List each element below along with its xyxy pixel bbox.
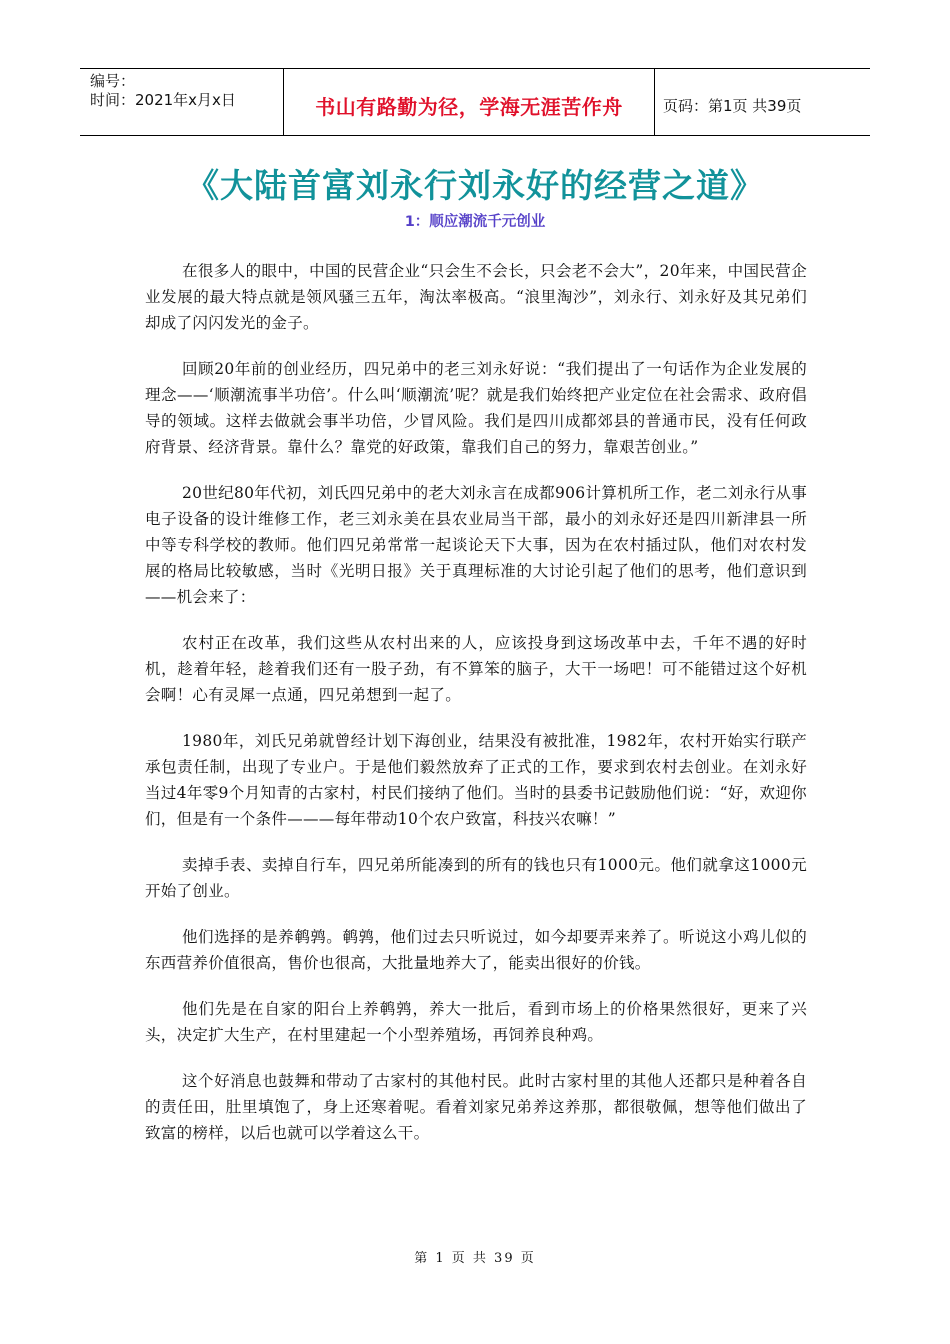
paragraph: 农村正在改革，我们这些从农村出来的人，应该投身到这场改革中去，千年不遇的好时机，趁着年轻，趁着我们还有一股子劲，有不算笨的脑子，大干一场吧！可不能错过这个好机会啊！心有灵犀一点通，四兄弟想到一起了。 [145,634,807,704]
document-subtitle: 1：顺应潮流千元创业 [404,214,546,230]
header-page-cell [655,69,870,135]
document-title: 《大陆首富刘永行刘永好的经营之道》 [186,166,764,205]
document-body [145,258,807,1166]
page-footer: 第 1 页 共 39 页 [414,1251,536,1266]
document-date: 时间：2021年x月x日 [90,91,236,109]
header-motto-cell [283,69,655,135]
header-page-info: 页码：第1页 共39页 [663,96,802,115]
paragraph: 他们选择的是养鹌鹑。鹌鹑，他们过去只听说过，如今却要弄来养了。听说这小鸡儿似的东西营养价值很高，售价也很高，大批量地养大了，能卖出很好的价钱。 [145,928,807,972]
document-header [80,68,870,136]
paragraph: 1980年，刘氏兄弟就曾经计划下海创业，结果没有被批准，1982年，农村开始实行联产承包责任制，出现了专业户。于是他们毅然放弃了正式的工作，要求到农村去创业。在刘永好当过4年零9个月知青的古家村，村民们接纳了他们。当时的县委书记鼓励他们说：“好，欢迎你们，但是有一个条件———每年带动10个农户致富，科技兴农嘛！” [145,732,807,828]
paragraph: 在很多人的眼中，中国的民营企业“只会生不会长，只会老不会大”，20年来，中国民营企业发展的最大特点就是领风骚三五年，淘汰率极高。“浪里淘沙”，刘永行、刘永好及其兄弟们却成了闪闪发光的金子。 [145,262,807,332]
header-motto: 书山有路勤为径，学海无涯苦作舟 [315,94,623,119]
header-meta-cell [80,69,283,135]
paragraph: 他们先是在自家的阳台上养鹌鹑，养大一批后，看到市场上的价格果然很好，更来了兴头，决定扩大生产，在村里建起一个小型养殖场，再饲养良种鸡。 [145,1000,807,1044]
paragraph: 回顾20年前的创业经历，四兄弟中的老三刘永好说：“我们提出了一句话作为企业发展的理念——‘顺潮流事半功倍’。什么叫‘顺潮流’呢？就是我们始终把产业定位在社会需求、政府倡导的领域。这样去做就会事半功倍，少冒风险。我们是四川成都郊县的普通市民，没有任何政府背景、经济背景。靠什么？靠党的好政策，靠我们自己的努力，靠艰苦创业。” [145,360,807,456]
paragraph: 卖掉手表、卖掉自行车，四兄弟所能凑到的所有的钱也只有1000元。他们就拿这1000元开始了创业。 [145,856,807,900]
document-number-label: 编号： [90,72,136,90]
paragraph: 这个好消息也鼓舞和带动了古家村的其他村民。此时古家村里的其他人还都只是种着各自的责任田，肚里填饱了，身上还寒着呢。看着刘家兄弟养这养那，都很敬佩，想等他们做出了致富的榜样，以后也就可以学着这么干。 [145,1072,807,1142]
paragraph: 20世纪80年代初，刘氏四兄弟中的老大刘永言在成都906计算机所工作，老二刘永行从事电子设备的设计维修工作，老三刘永美在县农业局当干部，最小的刘永好还是四川新津县一所中等专科学校的教师。他们四兄弟常常一起谈论天下大事，因为在农村插过队，他们对农村发展的格局比较敏感，当时《光明日报》关于真理标准的大讨论引起了他们的思考，他们意识到——机会来了： [145,484,807,606]
